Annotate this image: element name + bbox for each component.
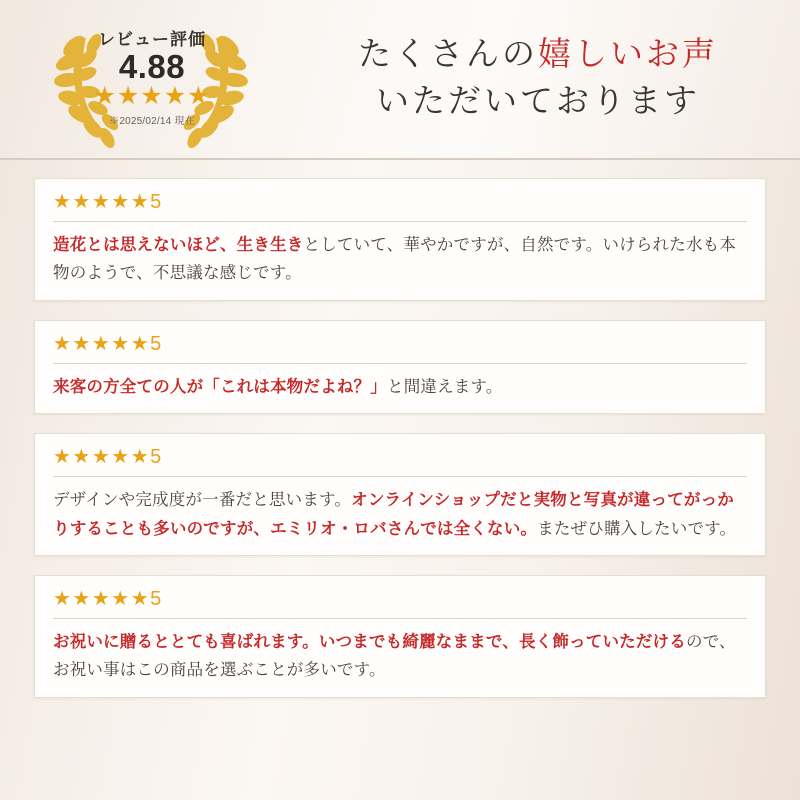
review-text <box>53 486 747 543</box>
review-list <box>0 160 800 727</box>
rating-asof-date: ※2025/02/14 現在 <box>109 116 195 128</box>
headline-text-plain: たくさんの <box>358 37 538 74</box>
review-text <box>53 231 747 288</box>
rating-badge <box>0 4 300 154</box>
review-card <box>34 320 766 414</box>
page-header <box>0 0 800 158</box>
headline-text-accent: 嬉しいお声 <box>538 37 718 74</box>
review-text <box>53 628 747 685</box>
review-card <box>34 178 766 301</box>
review-text-plain: と間違えます。 <box>387 377 503 396</box>
review-stars: ★★★★★5 <box>53 446 163 469</box>
rating-badge-label: レビュー評価 <box>98 29 206 49</box>
review-divider <box>53 221 747 222</box>
review-card <box>34 575 766 698</box>
review-text-highlight: 来客の方全ての人が「これは本物だよね？」 <box>53 377 387 396</box>
review-text-highlight: オンラインショップだと実物と写真が違ってがっかりすることも多いのですが、エミリオ・ロバさんでは全くない。 <box>53 491 734 538</box>
review-text-plain: またぜひ購入したいです。 <box>537 519 737 538</box>
review-text-highlight: 造花とは思えないほど、生き生き <box>53 236 304 254</box>
review-text-plain: いけられた水も本物のようで、不思議な感じです。 <box>53 236 737 283</box>
review-stars: ★★★★★5 <box>53 191 163 213</box>
headline-line-1 <box>300 32 776 79</box>
review-divider <box>53 618 747 619</box>
review-text-plain: デザインや完成度が一番だと思います。 <box>53 491 352 510</box>
review-stars: ★★★★★5 <box>53 587 163 610</box>
review-text-plain: としていて、華やかですが、自然です。 <box>303 236 603 254</box>
review-text <box>53 373 747 401</box>
review-divider <box>53 363 747 364</box>
rating-stars: ★★★★★ <box>93 82 211 111</box>
review-divider <box>53 476 747 477</box>
review-text-plain: ので、お祝い事はこの商品を選ぶことが多いです。 <box>53 632 736 680</box>
review-text-highlight: お祝いに贈るととても喜ばれます。いつまでも綺麗なままで、長く飾っていただける <box>53 632 686 651</box>
headline-line-2: いただいております <box>376 84 700 120</box>
review-stars: ★★★★★5 <box>53 332 163 355</box>
headline-block <box>300 32 800 126</box>
rating-score: 4.88 <box>118 48 186 86</box>
review-card <box>34 433 766 556</box>
